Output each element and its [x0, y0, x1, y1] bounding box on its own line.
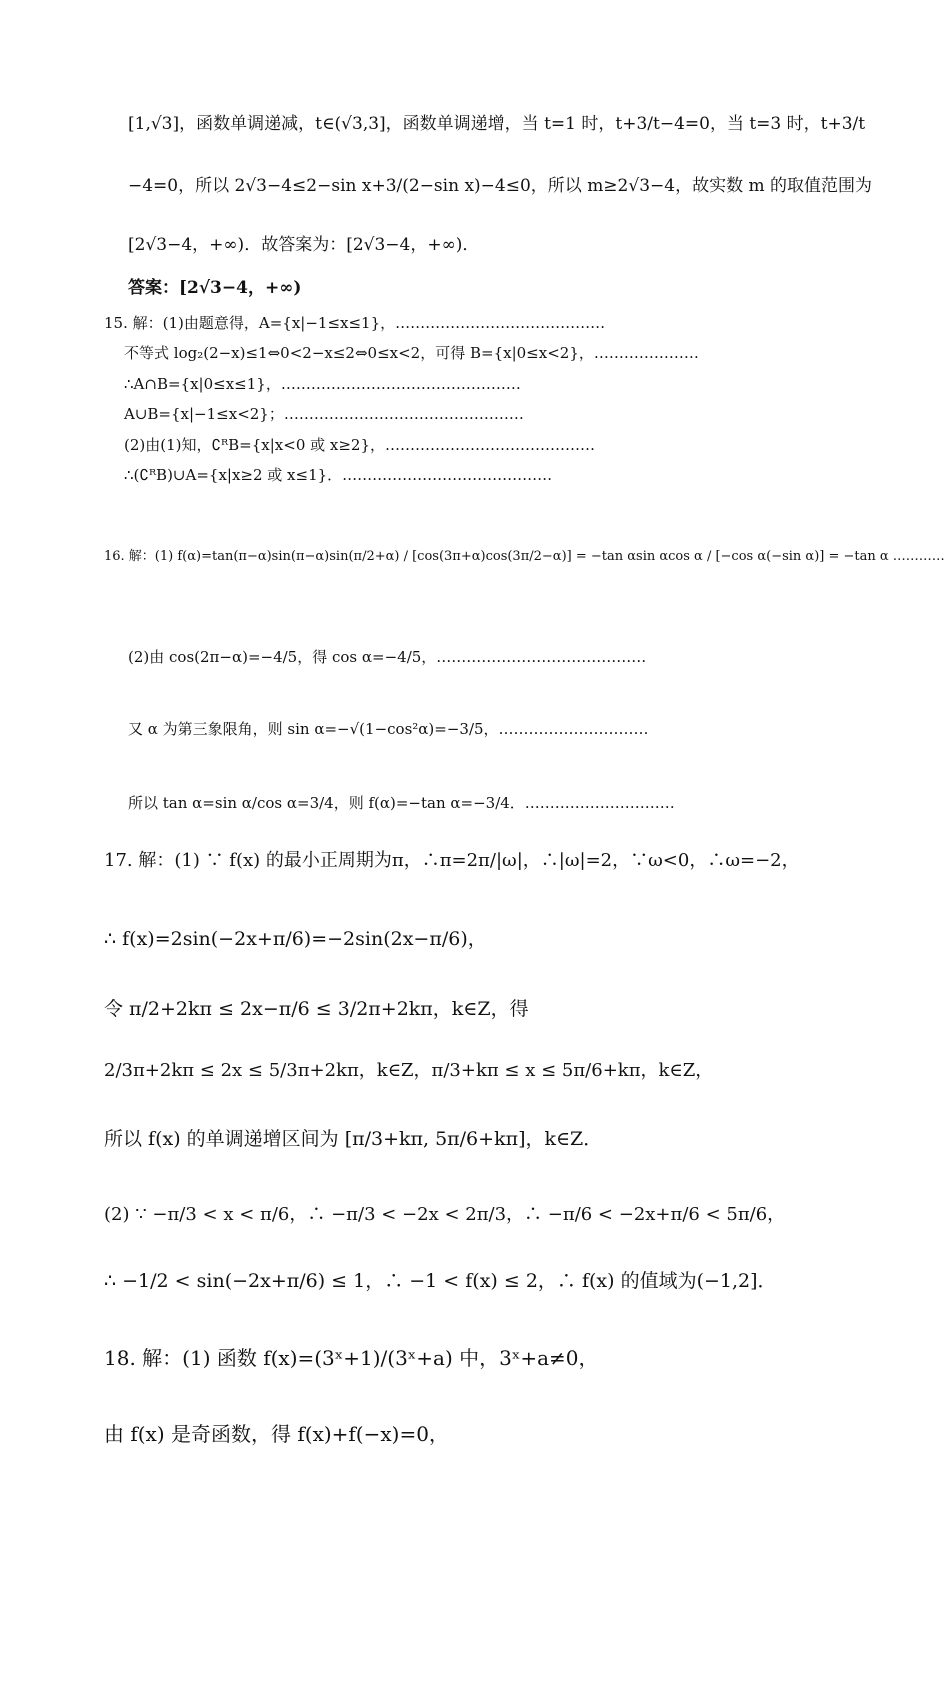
- text-line: 不等式 log₂(2−x)≤1⇔0<2−x≤2⇔0≤x<2，可得 B={x|0≤x<2}，…………………: [124, 344, 699, 362]
- text-line: 又 α 为第三象限角，则 sin α=−√(1−cos²α)=−3/5，…………………………: [128, 720, 649, 738]
- text-line: (2) ∵ −π/3 < x < π/6，∴ −π/3 < −2x < 2π/3，∴ −π/6 < −2x+π/6 < 5π/6，: [104, 1204, 786, 1225]
- text-line: 所以 f(x) 的单调递增区间为 [π/3+kπ, 5π/6+kπ]，k∈Z．: [104, 1128, 603, 1150]
- text-line: 令 π/2+2kπ ≤ 2x−π/6 ≤ 3/2π+2kπ，k∈Z，得: [104, 998, 529, 1020]
- text-line: 15. 解：(1)由题意得，A={x|−1≤x≤1}，……………………………………: [104, 314, 606, 332]
- text-line: A∪B={x|−1≤x<2}；…………………………………………: [124, 405, 524, 423]
- text-line: (2)由 cos(2π−α)=−4/5，得 cos α=−4/5，……………………………………: [128, 648, 647, 666]
- text-line: 17. 解：(1) ∵ f(x) 的最小正周期为π，∴π=2π/|ω|，∴|ω|=2，∵ω<0，∴ω=−2，: [104, 850, 800, 871]
- text-line: ∴ f(x)=2sin(−2x+π/6)=−2sin(2x−π/6)，: [104, 928, 487, 950]
- text-line: −4=0，所以 2√3−4≤2−sin x+3/(2−sin x)−4≤0，所以 m≥2√3−4，故实数 m 的取值范围为: [128, 176, 873, 196]
- text-line: 16. 解：(1) f(α)=tan(π−α)sin(π−α)sin(π/2+α) / [cos(3π+α)cos(3π/2−α)] = −tan αsin αcos α / [−cos α(−sin α)] = −tan α …………: [104, 549, 945, 564]
- text-line: [1,√3]，函数单调递减，t∈(√3,3]，函数单调递增，当 t=1 时，t+3/t−4=0，当 t=3 时，t+3/t: [128, 114, 866, 134]
- text-line: 由 f(x) 是奇函数，得 f(x)+f(−x)=0，: [104, 1422, 449, 1446]
- text-line: (2)由(1)知，∁ᴿB={x|x<0 或 x≥2}，……………………………………: [124, 436, 596, 454]
- text-line: 2/3π+2kπ ≤ 2x ≤ 5/3π+2kπ，k∈Z，π/3+kπ ≤ x ≤ 5π/6+kπ，k∈Z，: [104, 1060, 714, 1081]
- text-line: 所以 tan α=sin α/cos α=3/4，则 f(α)=−tan α=−3/4．…………………………: [128, 794, 675, 812]
- text-line: ∴A∩B={x|0≤x≤1}，…………………………………………: [124, 375, 521, 393]
- text-line: 18. 解：(1) 函数 f(x)=(3ˣ+1)/(3ˣ+a) 中，3ˣ+a≠0，: [104, 1346, 599, 1370]
- text-line: [2√3−4，+∞)．故答案为：[2√3−4，+∞)．: [128, 235, 480, 255]
- text-line: ∴(∁ᴿB)∪A={x|x≥2 或 x≤1}．……………………………………: [124, 466, 553, 484]
- answer-line: 答案：[2√3−4，+∞): [128, 278, 302, 298]
- text-line: ∴ −1/2 < sin(−2x+π/6) ≤ 1，∴ −1 < f(x) ≤ 2，∴ f(x) 的值域为(−1,2]．: [104, 1270, 777, 1292]
